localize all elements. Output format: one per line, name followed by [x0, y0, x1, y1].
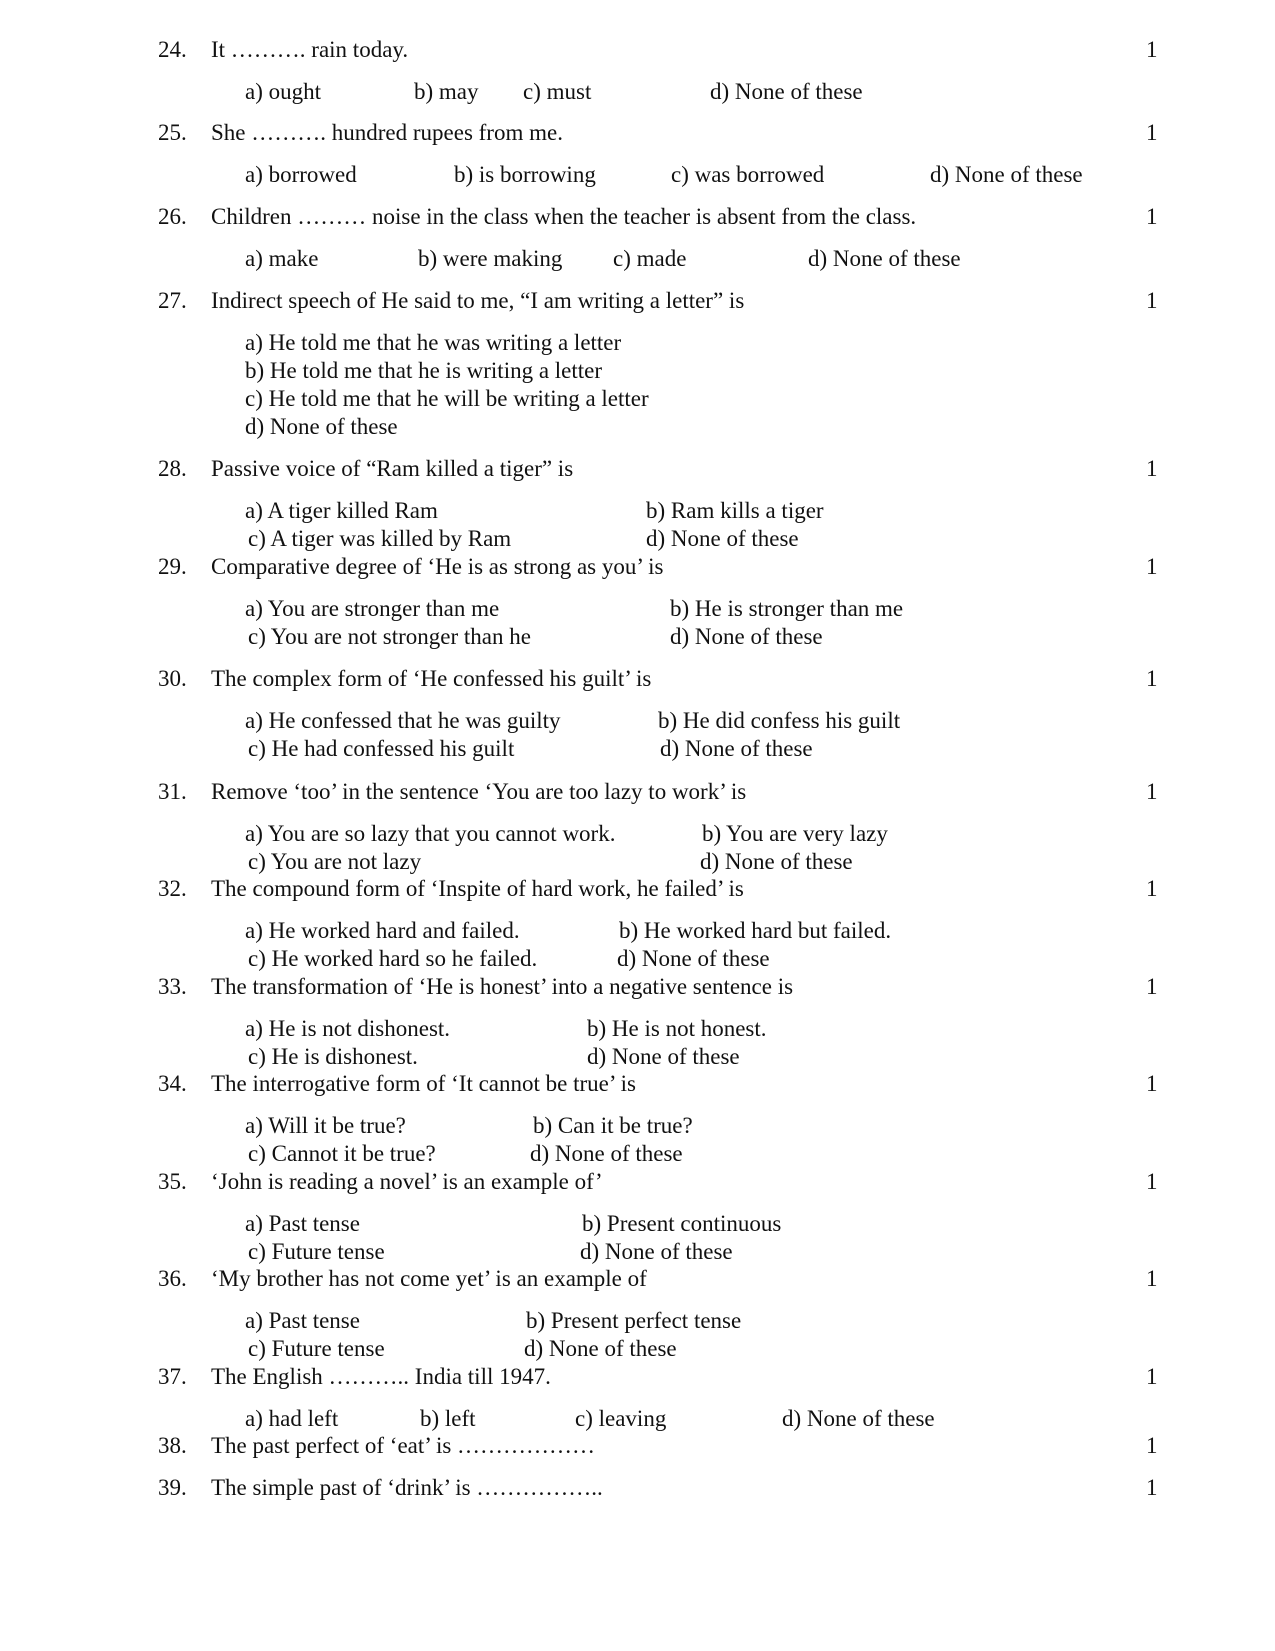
question-marks: 1 [1146, 204, 1158, 229]
answer-option: b) You are very lazy [702, 821, 888, 846]
question-number: 33. [158, 974, 187, 999]
answer-option: b) may [414, 79, 479, 104]
answer-option: a) Will it be true? [245, 1113, 406, 1138]
answer-option: d) None of these [700, 849, 853, 874]
answer-option: a) Past tense [245, 1211, 360, 1236]
answer-option: a) You are so lazy that you cannot work. [245, 821, 616, 846]
question-marks: 1 [1146, 1169, 1158, 1194]
question-number: 24. [158, 37, 187, 62]
question-number: 38. [158, 1433, 187, 1458]
question-number: 31. [158, 779, 187, 804]
answer-option: b) left [420, 1406, 476, 1431]
answer-option: d) None of these [524, 1336, 677, 1361]
question-number: 32. [158, 876, 187, 901]
answer-option: c) A tiger was killed by Ram [248, 526, 512, 551]
question-marks: 1 [1146, 974, 1158, 999]
question-text: Indirect speech of He said to me, “I am writing a letter” is [211, 288, 745, 313]
answer-option: a) He worked hard and failed. [245, 918, 520, 943]
question-number: 26. [158, 204, 187, 229]
answer-option: b) Present perfect tense [526, 1308, 742, 1333]
answer-option: c) He told me that he will be writing a letter [245, 386, 649, 411]
question-marks: 1 [1146, 779, 1158, 804]
question-text: The transformation of ‘He is honest’ into a negative sentence is [211, 974, 794, 999]
question-marks: 1 [1146, 1433, 1158, 1458]
question-text: She ………. hundred rupees from me. [211, 120, 563, 145]
answer-option: c) He is dishonest. [248, 1044, 418, 1069]
question-text: Passive voice of “Ram killed a tiger” is [211, 456, 574, 481]
answer-option: c) was borrowed [671, 162, 825, 187]
question-marks: 1 [1146, 1266, 1158, 1291]
question-number: 35. [158, 1169, 187, 1194]
question-marks: 1 [1146, 1071, 1158, 1096]
answer-option: d) None of these [660, 736, 813, 761]
question-number: 29. [158, 554, 187, 579]
question-text: ‘John is reading a novel’ is an example of’ [211, 1169, 603, 1194]
question-number: 27. [158, 288, 187, 313]
answer-option: d) None of these [580, 1239, 733, 1264]
question-marks: 1 [1146, 288, 1158, 313]
answer-option: d) None of these [670, 624, 823, 649]
answer-option: b) He worked hard but failed. [619, 918, 892, 943]
answer-option: a) You are stronger than me [245, 596, 500, 621]
question-marks: 1 [1146, 1475, 1158, 1500]
question-number: 25. [158, 120, 187, 145]
question-marks: 1 [1146, 1364, 1158, 1389]
answer-option: c) You are not lazy [248, 849, 422, 874]
answer-option: b) He is not honest. [587, 1016, 767, 1041]
answer-option: c) He worked hard so he failed. [248, 946, 538, 971]
answer-option: b) He did confess his guilt [658, 708, 901, 733]
answer-option: c) Future tense [248, 1336, 385, 1361]
question-number: 37. [158, 1364, 187, 1389]
answer-option: d) None of these [617, 946, 770, 971]
answer-option: b) were making [418, 246, 563, 271]
answer-option: a) make [245, 246, 319, 271]
question-text: The past perfect of ‘eat’ is ……………… [211, 1433, 596, 1458]
answer-option: b) He told me that he is writing a letter [245, 358, 603, 383]
question-marks: 1 [1146, 666, 1158, 691]
answer-option: c) He had confessed his guilt [248, 736, 515, 761]
answer-option: b) He is stronger than me [670, 596, 904, 621]
question-marks: 1 [1146, 37, 1158, 62]
answer-option: d) None of these [782, 1406, 935, 1431]
question-text: The compound form of ‘Inspite of hard work, he failed’ is [211, 876, 744, 901]
answer-option: c) leaving [575, 1406, 667, 1431]
answer-option: d) None of these [930, 162, 1083, 187]
answer-option: c) made [613, 246, 687, 271]
question-text: Children ……… noise in the class when the teacher is absent from the class. [211, 204, 917, 229]
question-marks: 1 [1146, 554, 1158, 579]
answer-option: a) He is not dishonest. [245, 1016, 451, 1041]
question-text: Comparative degree of ‘He is as strong as you’ is [211, 554, 664, 579]
answer-option: b) Present continuous [582, 1211, 782, 1236]
answer-option: a) A tiger killed Ram [245, 498, 438, 523]
answer-option: d) None of these [646, 526, 799, 551]
question-number: 30. [158, 666, 187, 691]
answer-option: c) You are not stronger than he [248, 624, 531, 649]
question-marks: 1 [1146, 120, 1158, 145]
answer-option: c) must [523, 79, 592, 104]
answer-option: c) Future tense [248, 1239, 385, 1264]
question-text: The interrogative form of ‘It cannot be true’ is [211, 1071, 636, 1096]
answer-option: d) None of these [587, 1044, 740, 1069]
question-text: It ………. rain today. [211, 37, 409, 62]
answer-option: d) None of these [710, 79, 863, 104]
question-text: Remove ‘too’ in the sentence ‘You are too lazy to work’ is [211, 779, 747, 804]
question-text: The complex form of ‘He confessed his guilt’ is [211, 666, 652, 691]
answer-option: b) Can it be true? [533, 1113, 693, 1138]
answer-option: a) He told me that he was writing a letter [245, 330, 622, 355]
answer-option: d) None of these [530, 1141, 683, 1166]
answer-option: d) None of these [808, 246, 961, 271]
question-text: The simple past of ‘drink’ is …………….. [211, 1475, 603, 1500]
question-text: The English ……….. India till 1947. [211, 1364, 551, 1389]
question-number: 28. [158, 456, 187, 481]
question-marks: 1 [1146, 456, 1158, 481]
question-number: 39. [158, 1475, 187, 1500]
answer-option: a) ought [245, 79, 322, 104]
answer-option: c) Cannot it be true? [248, 1141, 436, 1166]
answer-option: a) borrowed [245, 162, 357, 187]
question-marks: 1 [1146, 876, 1158, 901]
question-text: ‘My brother has not come yet’ is an example of [211, 1266, 647, 1291]
question-number: 34. [158, 1071, 187, 1096]
answer-option: b) is borrowing [454, 162, 596, 187]
answer-option: a) had left [245, 1406, 339, 1431]
answer-option: b) Ram kills a tiger [646, 498, 824, 523]
answer-option: a) He confessed that he was guilty [245, 708, 561, 733]
answer-option: d) None of these [245, 414, 398, 439]
question-number: 36. [158, 1266, 187, 1291]
answer-option: a) Past tense [245, 1308, 360, 1333]
